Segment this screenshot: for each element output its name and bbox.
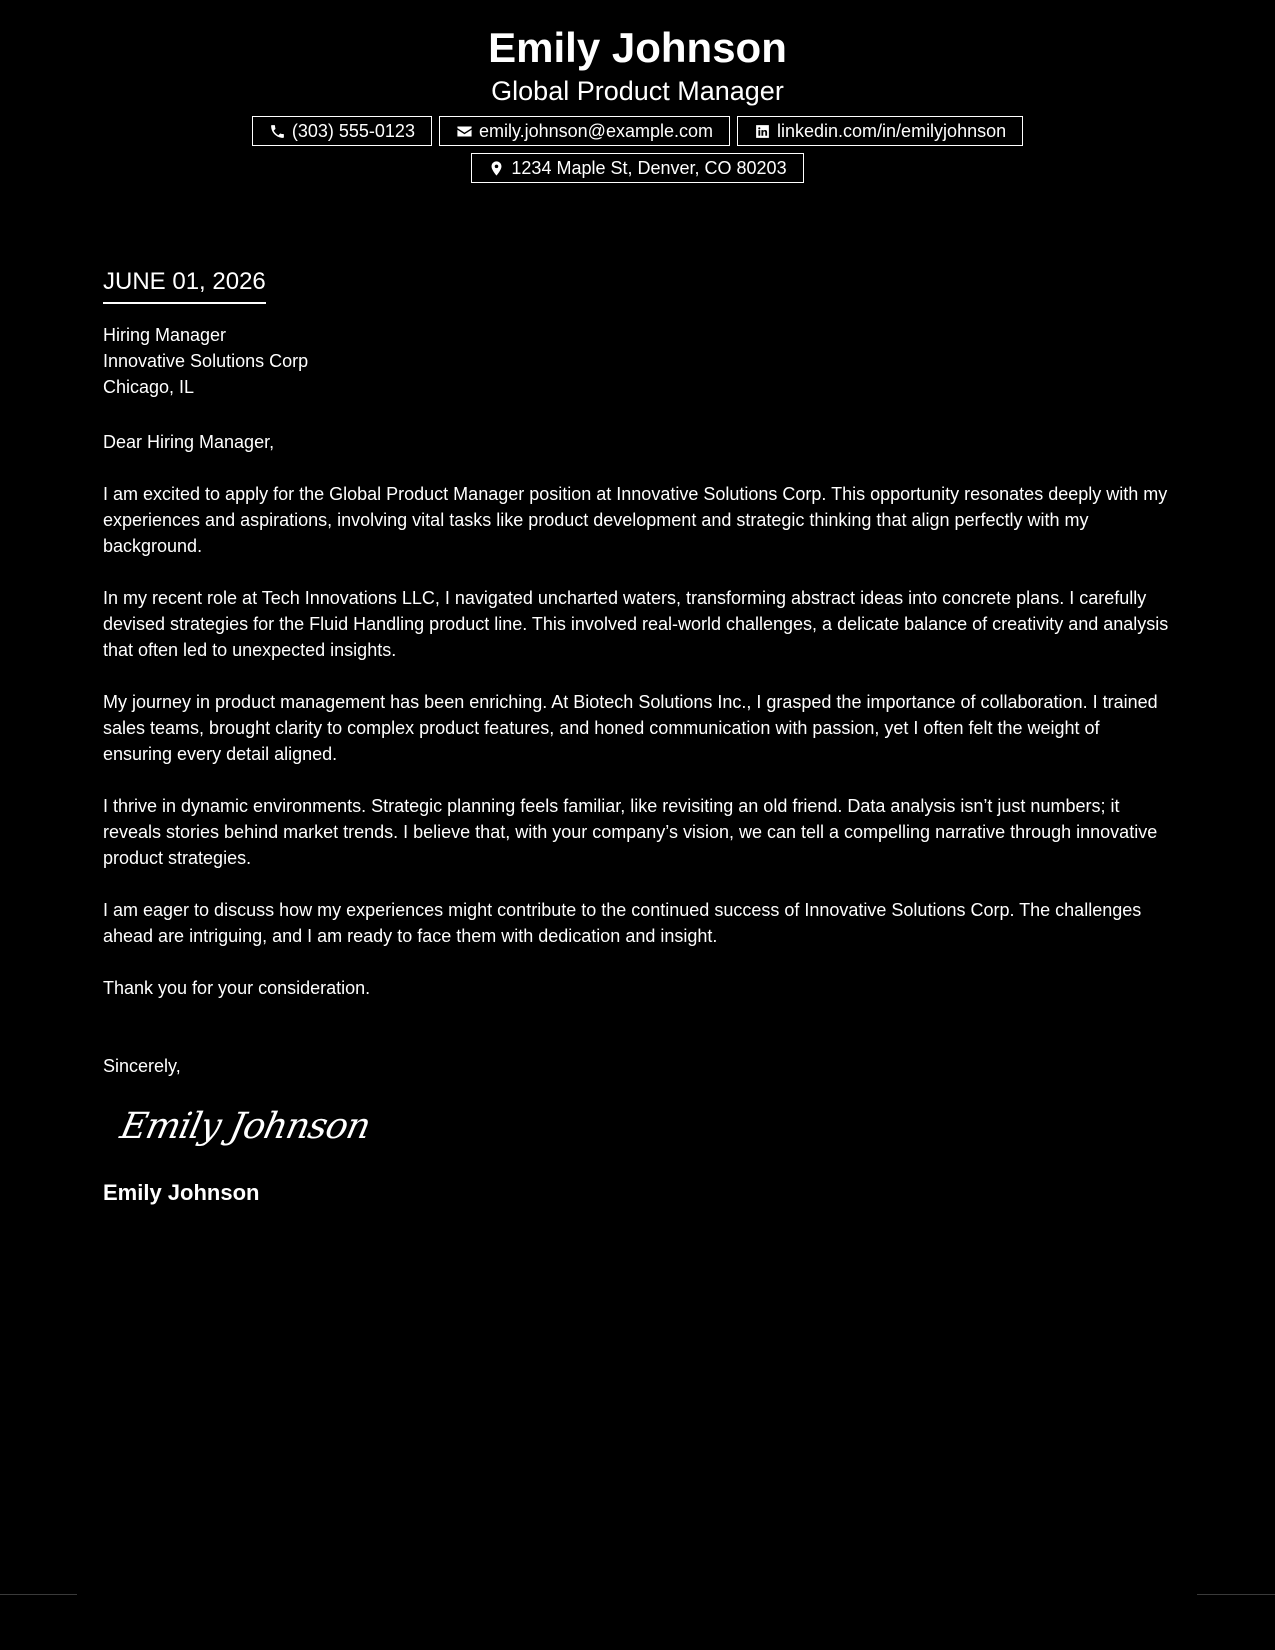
phone-text: (303) 555-0123 — [291, 121, 415, 141]
email-text: emily.johnson@example.com — [478, 121, 713, 141]
contact-row-secondary — [0, 153, 1275, 183]
recipient-line: Hiring Manager — [103, 325, 227, 345]
contact-row-primary — [0, 116, 1275, 146]
envelope-icon — [456, 123, 473, 140]
recipient-block — [103, 322, 1173, 400]
salutation: Dear Hiring Manager, — [103, 432, 275, 452]
paragraph: My journey in product management has been enriching. At Biotech Solutions Inc., I grasped the importance of collaboration. I trained sales teams, brought clarity to complex product features, and honed communication with passion, yet I often felt the weight of ensuring every detail aligned. — [103, 692, 1158, 764]
contact-address[interactable] — [471, 153, 803, 183]
letter-date: JUNE 01, 2026 — [103, 266, 266, 304]
linkedin-icon — [754, 123, 771, 140]
paragraph: I am eager to discuss how my experiences might contribute to the continued success of Innovative Solutions Corp. The challenges ahead are intriguing, and I am ready to face them with dedication and insight. — [103, 900, 1142, 946]
contact-phone[interactable] — [252, 116, 432, 146]
map-marker-icon — [488, 160, 505, 177]
applicant-name: Emily Johnson — [488, 24, 787, 71]
recipient-line: Chicago, IL — [103, 377, 195, 397]
paragraph: I thrive in dynamic environments. Strategic planning feels familiar, like revisiting an old friend. Data analysis isn’t just numbers; it reveals stories behind market trends. I believe that, with your company’s vision, we can tell a compelling narrative through innovative product strategies. — [103, 796, 1158, 868]
letter-header — [0, 22, 1275, 190]
signer-name: Emily Johnson — [103, 1180, 260, 1205]
paragraph: Thank you for your consideration. — [103, 978, 371, 998]
address-text: 1234 Maple St, Denver, CO 80203 — [511, 158, 787, 178]
handwritten-signature: Emily Johnson — [116, 1106, 374, 1147]
paragraph: In my recent role at Tech Innovations LLC, I navigated uncharted waters, transforming abstract ideas into concrete plans. I carefully devised strategies for the Fluid Handling product line. This involved real-world challenges, a delicate balance of creativity and analysis that often led to unexpected insights. — [103, 588, 1169, 660]
recipient-line: Innovative Solutions Corp — [103, 351, 309, 371]
letter-body — [103, 266, 1173, 1207]
applicant-title: Global Product Manager — [491, 76, 784, 106]
linkedin-text: linkedin.com/in/emilyjohnson — [777, 121, 1007, 141]
contact-email[interactable] — [439, 116, 730, 146]
footer-divider-right — [1197, 1594, 1275, 1595]
closing: Sincerely, — [103, 1056, 181, 1076]
phone-icon — [269, 123, 286, 140]
paragraph: I am excited to apply for the Global Product Manager position at Innovative Solutions Corp. This opportunity resonates deeply with my experiences and aspirations, involving vital tasks like product development and strategic thinking that align perfectly with my background. — [103, 484, 1168, 556]
contact-linkedin[interactable] — [737, 116, 1023, 146]
footer-divider-left — [0, 1594, 77, 1595]
